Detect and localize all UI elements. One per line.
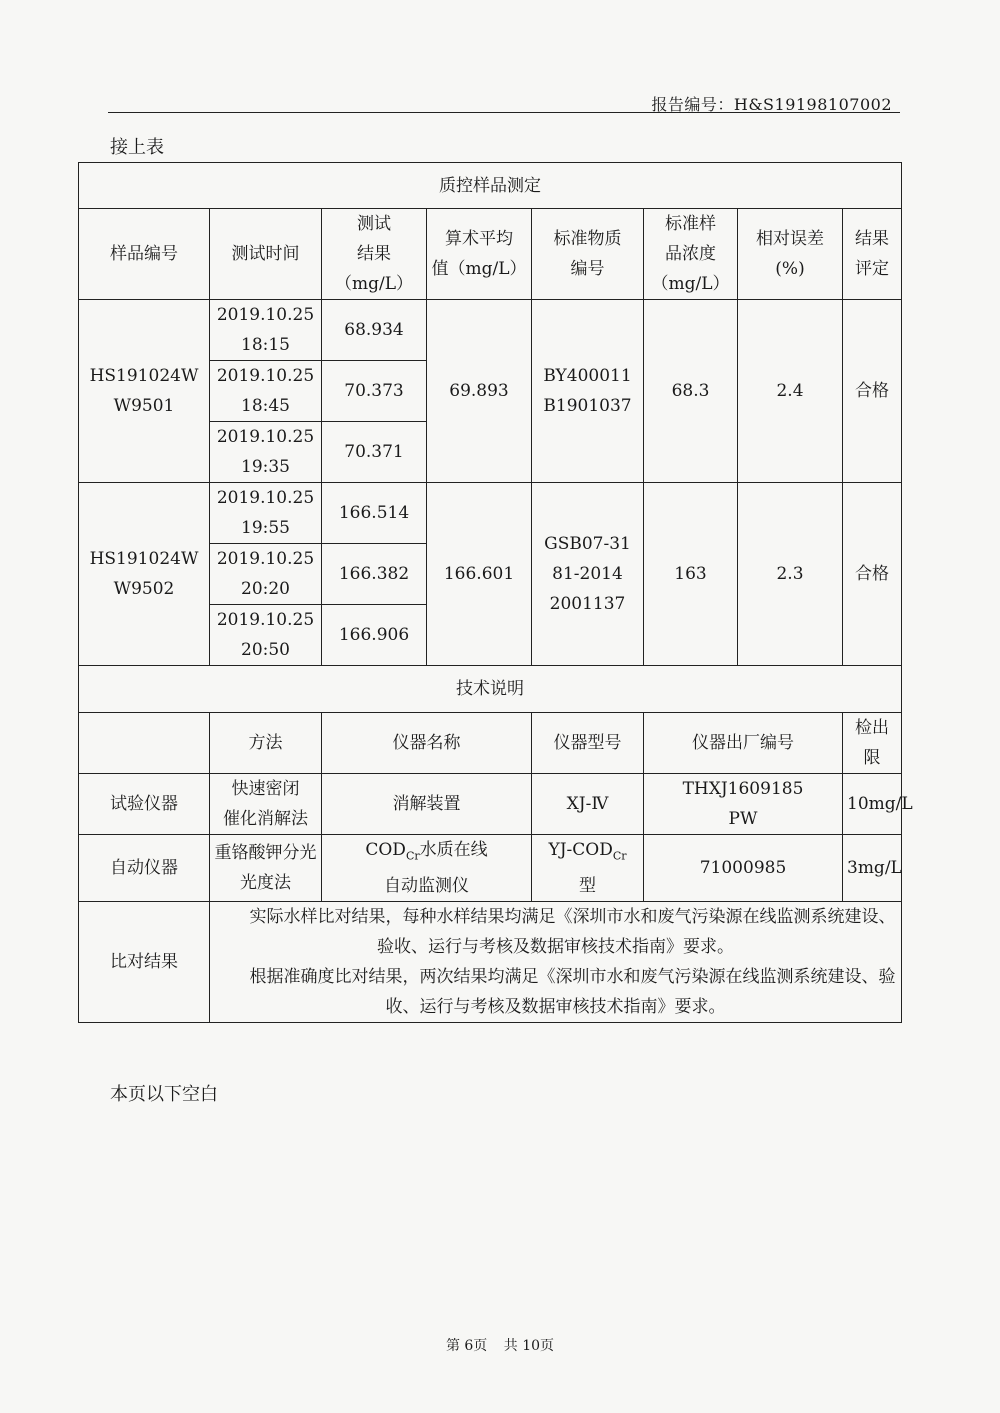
result-cell: 166.906 bbox=[322, 605, 427, 666]
mean-cell: 69.893 bbox=[427, 300, 532, 483]
col-result: 测试 结果 （mg/L） bbox=[322, 209, 427, 300]
std-id-cell: GSB07-31 81-2014 2001137 bbox=[532, 483, 644, 666]
col-rel-err: 相对误差 (%) bbox=[738, 209, 843, 300]
comparison-paragraph: 根据准确度比对结果，两次结果均满足《深圳市水和废气污染源在线监测系统建设、验收、运行与考核及数据审核技术指南》要求。 bbox=[249, 967, 896, 1018]
test-time-cell: 2019.10.25 20:50 bbox=[210, 605, 322, 666]
sample-no-cell: HS191024W W9501 bbox=[79, 300, 210, 483]
table-row bbox=[79, 300, 902, 361]
instrument-model-cell: $YJ-COD_{Cr}$ 型 bbox=[532, 835, 644, 902]
tech-corner-cell bbox=[79, 713, 210, 774]
blank-note: 本页以下空白 bbox=[110, 1084, 218, 1105]
instrument-model-cell: XJ-Ⅳ bbox=[532, 774, 644, 835]
col-instrument-model: 仪器型号 bbox=[532, 713, 644, 774]
result-cell: 68.934 bbox=[322, 300, 427, 361]
comparison-row bbox=[79, 902, 902, 1023]
page-total: 共 10页 bbox=[503, 1338, 555, 1354]
serial-cell: 71000985 bbox=[644, 835, 843, 902]
rel-err-cell: 2.4 bbox=[738, 300, 843, 483]
test-time-cell: 2019.10.25 20:20 bbox=[210, 544, 322, 605]
std-id-cell: BY400011 B1901037 bbox=[532, 300, 644, 483]
table-row bbox=[79, 774, 902, 835]
method-cell: 快速密闭 催化消解法 bbox=[210, 774, 322, 835]
rel-err-cell: 2.3 bbox=[738, 483, 843, 666]
continued-label: 接上表 bbox=[110, 137, 164, 158]
std-conc-cell: 163 bbox=[644, 483, 738, 666]
eval-cell: 合格 bbox=[843, 300, 902, 483]
qc-section-title: 质控样品测定 bbox=[79, 163, 902, 209]
col-test-time: 测试时间 bbox=[210, 209, 322, 300]
report-number: 报告编号：H&S19198107002 bbox=[651, 95, 892, 114]
report-table bbox=[78, 162, 913, 1023]
comparison-text bbox=[210, 902, 902, 1023]
comparison-paragraph: 实际水样比对结果，每种水样结果均满足《深圳市水和废气污染源在线监测系统建设、验收、运行与考核及数据审核技术指南》要求。 bbox=[249, 907, 896, 958]
tech-header-row bbox=[79, 713, 902, 774]
page-footer bbox=[0, 1335, 1000, 1355]
std-conc-cell: 68.3 bbox=[644, 300, 738, 483]
col-limit: 检出限 bbox=[843, 713, 902, 774]
sample-no-cell: HS191024W W9502 bbox=[79, 483, 210, 666]
eval-cell: 合格 bbox=[843, 483, 902, 666]
col-instrument-name: 仪器名称 bbox=[322, 713, 532, 774]
tech-section-title: 技术说明 bbox=[79, 666, 902, 713]
result-cell: 166.382 bbox=[322, 544, 427, 605]
page-number: 第 6页 bbox=[445, 1338, 488, 1354]
test-time-cell: 2019.10.25 19:35 bbox=[210, 422, 322, 483]
col-std-id: 标准物质 编号 bbox=[532, 209, 644, 300]
result-cell: 166.514 bbox=[322, 483, 427, 544]
qc-header-row bbox=[79, 209, 902, 300]
test-time-cell: 2019.10.25 18:45 bbox=[210, 361, 322, 422]
limit-cell: 10mg/L bbox=[843, 774, 902, 835]
limit-cell: 3mg/L bbox=[843, 835, 902, 902]
col-mean: 算术平均 值（mg/L） bbox=[427, 209, 532, 300]
result-cell: 70.373 bbox=[322, 361, 427, 422]
test-time-cell: 2019.10.25 19:55 bbox=[210, 483, 322, 544]
mean-cell: 166.601 bbox=[427, 483, 532, 666]
method-cell: 重铬酸钾分光 光度法 bbox=[210, 835, 322, 902]
instrument-name-cell: $COD_{Cr}$水质在线 自动监测仪 bbox=[322, 835, 532, 902]
instrument-name-cell: 消解装置 bbox=[322, 774, 532, 835]
col-sample-no: 样品编号 bbox=[79, 209, 210, 300]
row-label: 自动仪器 bbox=[79, 835, 210, 902]
col-method: 方法 bbox=[210, 713, 322, 774]
header-rule bbox=[108, 112, 900, 113]
row-label: 试验仪器 bbox=[79, 774, 210, 835]
comparison-label: 比对结果 bbox=[79, 902, 210, 1023]
test-time-cell: 2019.10.25 18:15 bbox=[210, 300, 322, 361]
table-row bbox=[79, 835, 902, 902]
col-std-conc: 标准样 品浓度 （mg/L） bbox=[644, 209, 738, 300]
serial-cell: THXJ1609185 PW bbox=[644, 774, 843, 835]
result-cell: 70.371 bbox=[322, 422, 427, 483]
table-row bbox=[79, 483, 902, 544]
col-serial: 仪器出厂编号 bbox=[644, 713, 843, 774]
col-eval: 结果 评定 bbox=[843, 209, 902, 300]
